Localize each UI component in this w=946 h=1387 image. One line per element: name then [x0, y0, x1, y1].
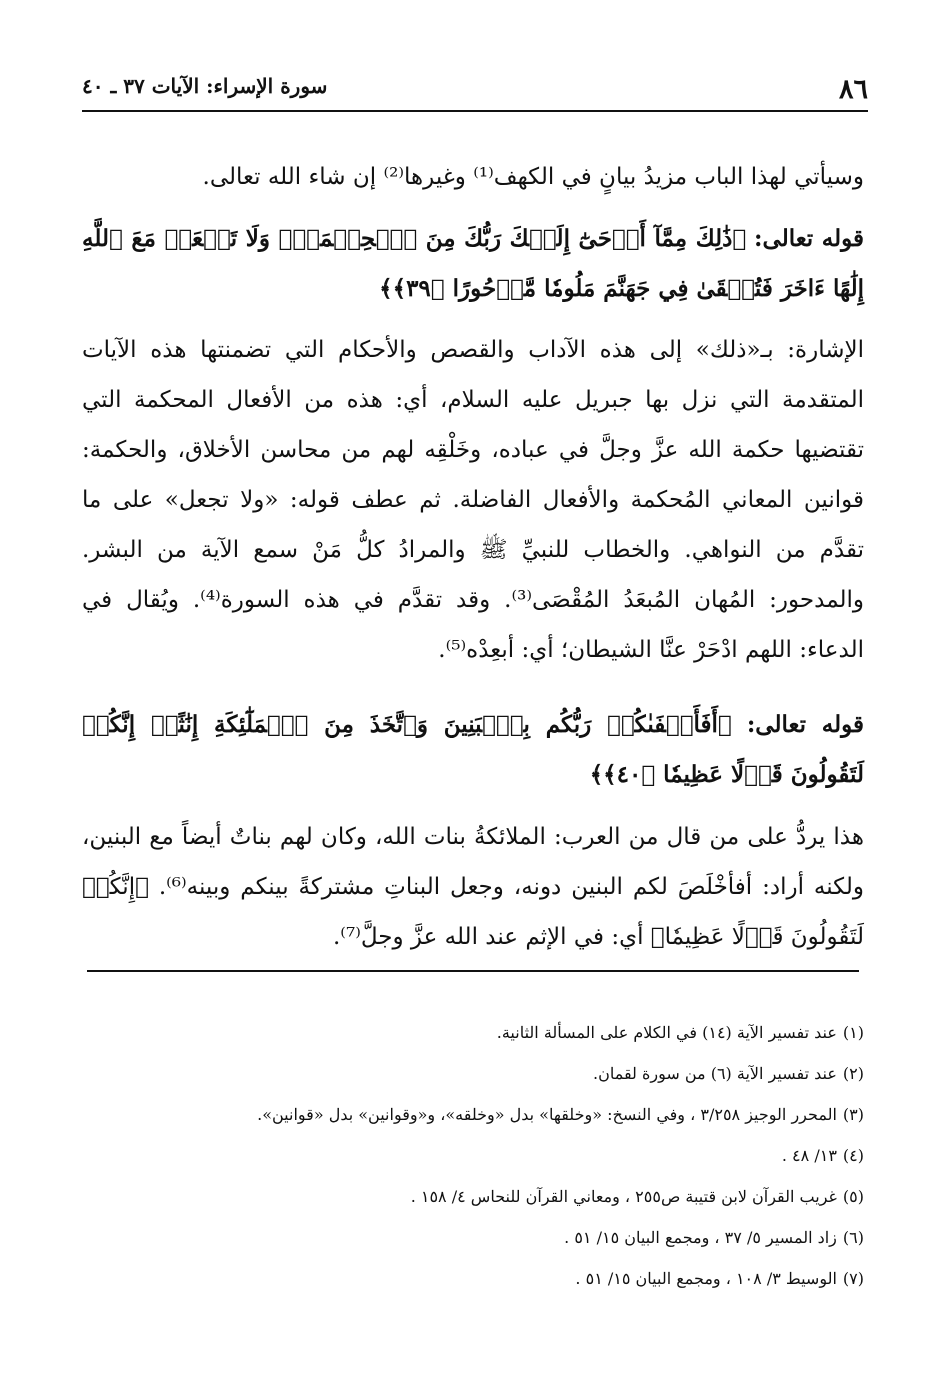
footnotes — [82, 1012, 864, 1299]
quran-verse-40: ﴿أَفَأَصۡفَىٰكُمۡ رَبُّكُم بِٱلۡبَنِينَ وَٱتَّخَذَ مِنَ ٱلۡمَلَٰٓئِكَةِ إِنَٰثًاۚ إِنَّكُمۡ لَتَقُولُونَ قَوۡلًا عَظِيمٗا ﴿٤٠﴾﴾ — [82, 711, 864, 788]
paragraph-intro: وسيأتي لهذا الباب مزيدُ بيانٍ في الكهف⁽¹⁾ وغيرها⁽²⁾ إن شاء الله تعالى. — [202, 164, 864, 190]
running-title: سورة الإسراء: الآيات ٣٧ ـ ٤٠ — [82, 74, 328, 98]
body-text — [82, 152, 864, 202]
footnote: (٥)غريب القرآن لابن قتيبة ص٢٥٥ ، ومعاني القرآن للنحاس ٤/ ١٥٨ . — [410, 1187, 864, 1206]
footnote-divider — [87, 970, 859, 972]
footnote: (٦)زاد المسير ٥/ ٣٧ ، ومجمع البيان ١٥/ ٥١ . — [564, 1228, 864, 1247]
quran-verse-39: ﴿ذَٰلِكَ مِمَّآ أَوۡحَىٰٓ إِلَيۡكَ رَبُّكَ مِنَ ٱلۡحِكۡمَةِۗ وَلَا تَجۡعَلۡ مَعَ ٱللَّهِ إِلَٰهًا ءَاخَرَ فَتُلۡقَىٰ فِي جَهَنَّمَ مَلُومٗا مَّدۡحُورًا ﴿٣٩﴾﴾ — [82, 225, 864, 302]
footnote: (٧)الوسيط ٣/ ١٠٨ ، ومجمع البيان ١٥/ ٥١ . — [575, 1269, 864, 1288]
running-head — [82, 70, 868, 112]
paragraph-explanation: هذا يردُّ على من قال من العرب: الملائكةُ بنات الله، وكان لهم بناتٌ أيضاً مع البنين، ولكنه أراد: أفأخْلَصَ لكم البنين دونه، وجعل البناتِ مشتركةً بينكم وبينه⁽⁶⁾. ﴿إِنَّكُمۡ لَتَقُولُونَ قَوۡلًا عَظِيمٗا﴾ أي: في الإثم عند الله عزَّ وجلَّ⁽⁷⁾. — [82, 824, 864, 950]
footnote: (١)عند تفسير الآية (١٤) في الكلام على المسألة الثانية. — [496, 1023, 864, 1042]
explanation-block — [82, 812, 864, 962]
footnote: (٤)١٣/ ٤٨ . — [781, 1146, 864, 1165]
commentary-block — [82, 325, 864, 675]
footnote: (٣)المحرر الوجيز ٣/٢٥٨ ، وفي النسخ: «وخلقها» بدل «وخلقه»، و«وقوانين» بدل «قوانين». — [257, 1105, 864, 1124]
verse-label: قوله تعالى: — [754, 225, 864, 252]
page-number: ٨٦ — [838, 74, 868, 105]
verse-40-block — [82, 700, 864, 800]
verse-39-block — [82, 214, 864, 314]
footnote: (٢)عند تفسير الآية (٦) من سورة لقمان. — [592, 1064, 864, 1083]
verse-label: قوله تعالى: — [746, 711, 864, 738]
paragraph-commentary: الإشارة: بـ«ذلك» إلى هذه الآداب والقصص والأحكام التي تضمنتها هذه الآيات المتقدمة التي نزل بها جبريل عليه السلام، أي: هذه من الأفعال المحكمة التي تقتضيها حكمة الله عزَّ وجلَّ في عباده، وخَلْقِه لهم من محاسن الأخلاق، والحكمة: قوانين المعاني المُحكمة والأفعال الفاضلة. ثم عطف قوله: «ولا تجعل» على ما تقدَّم من النواهي. والخطاب للنبيِّ ﷺ والمرادُ كلُّ مَنْ سمع الآية من البشر. والمدحور: المُهان المُبعَدُ المُقْصَى⁽³⁾. وقد تقدَّم في هذه السورة⁽⁴⁾. ويُقال في الدعاء: اللهم ادْحَرْ عنَّا الشيطان؛ أي: أبعِدْه⁽⁵⁾. — [82, 337, 864, 663]
